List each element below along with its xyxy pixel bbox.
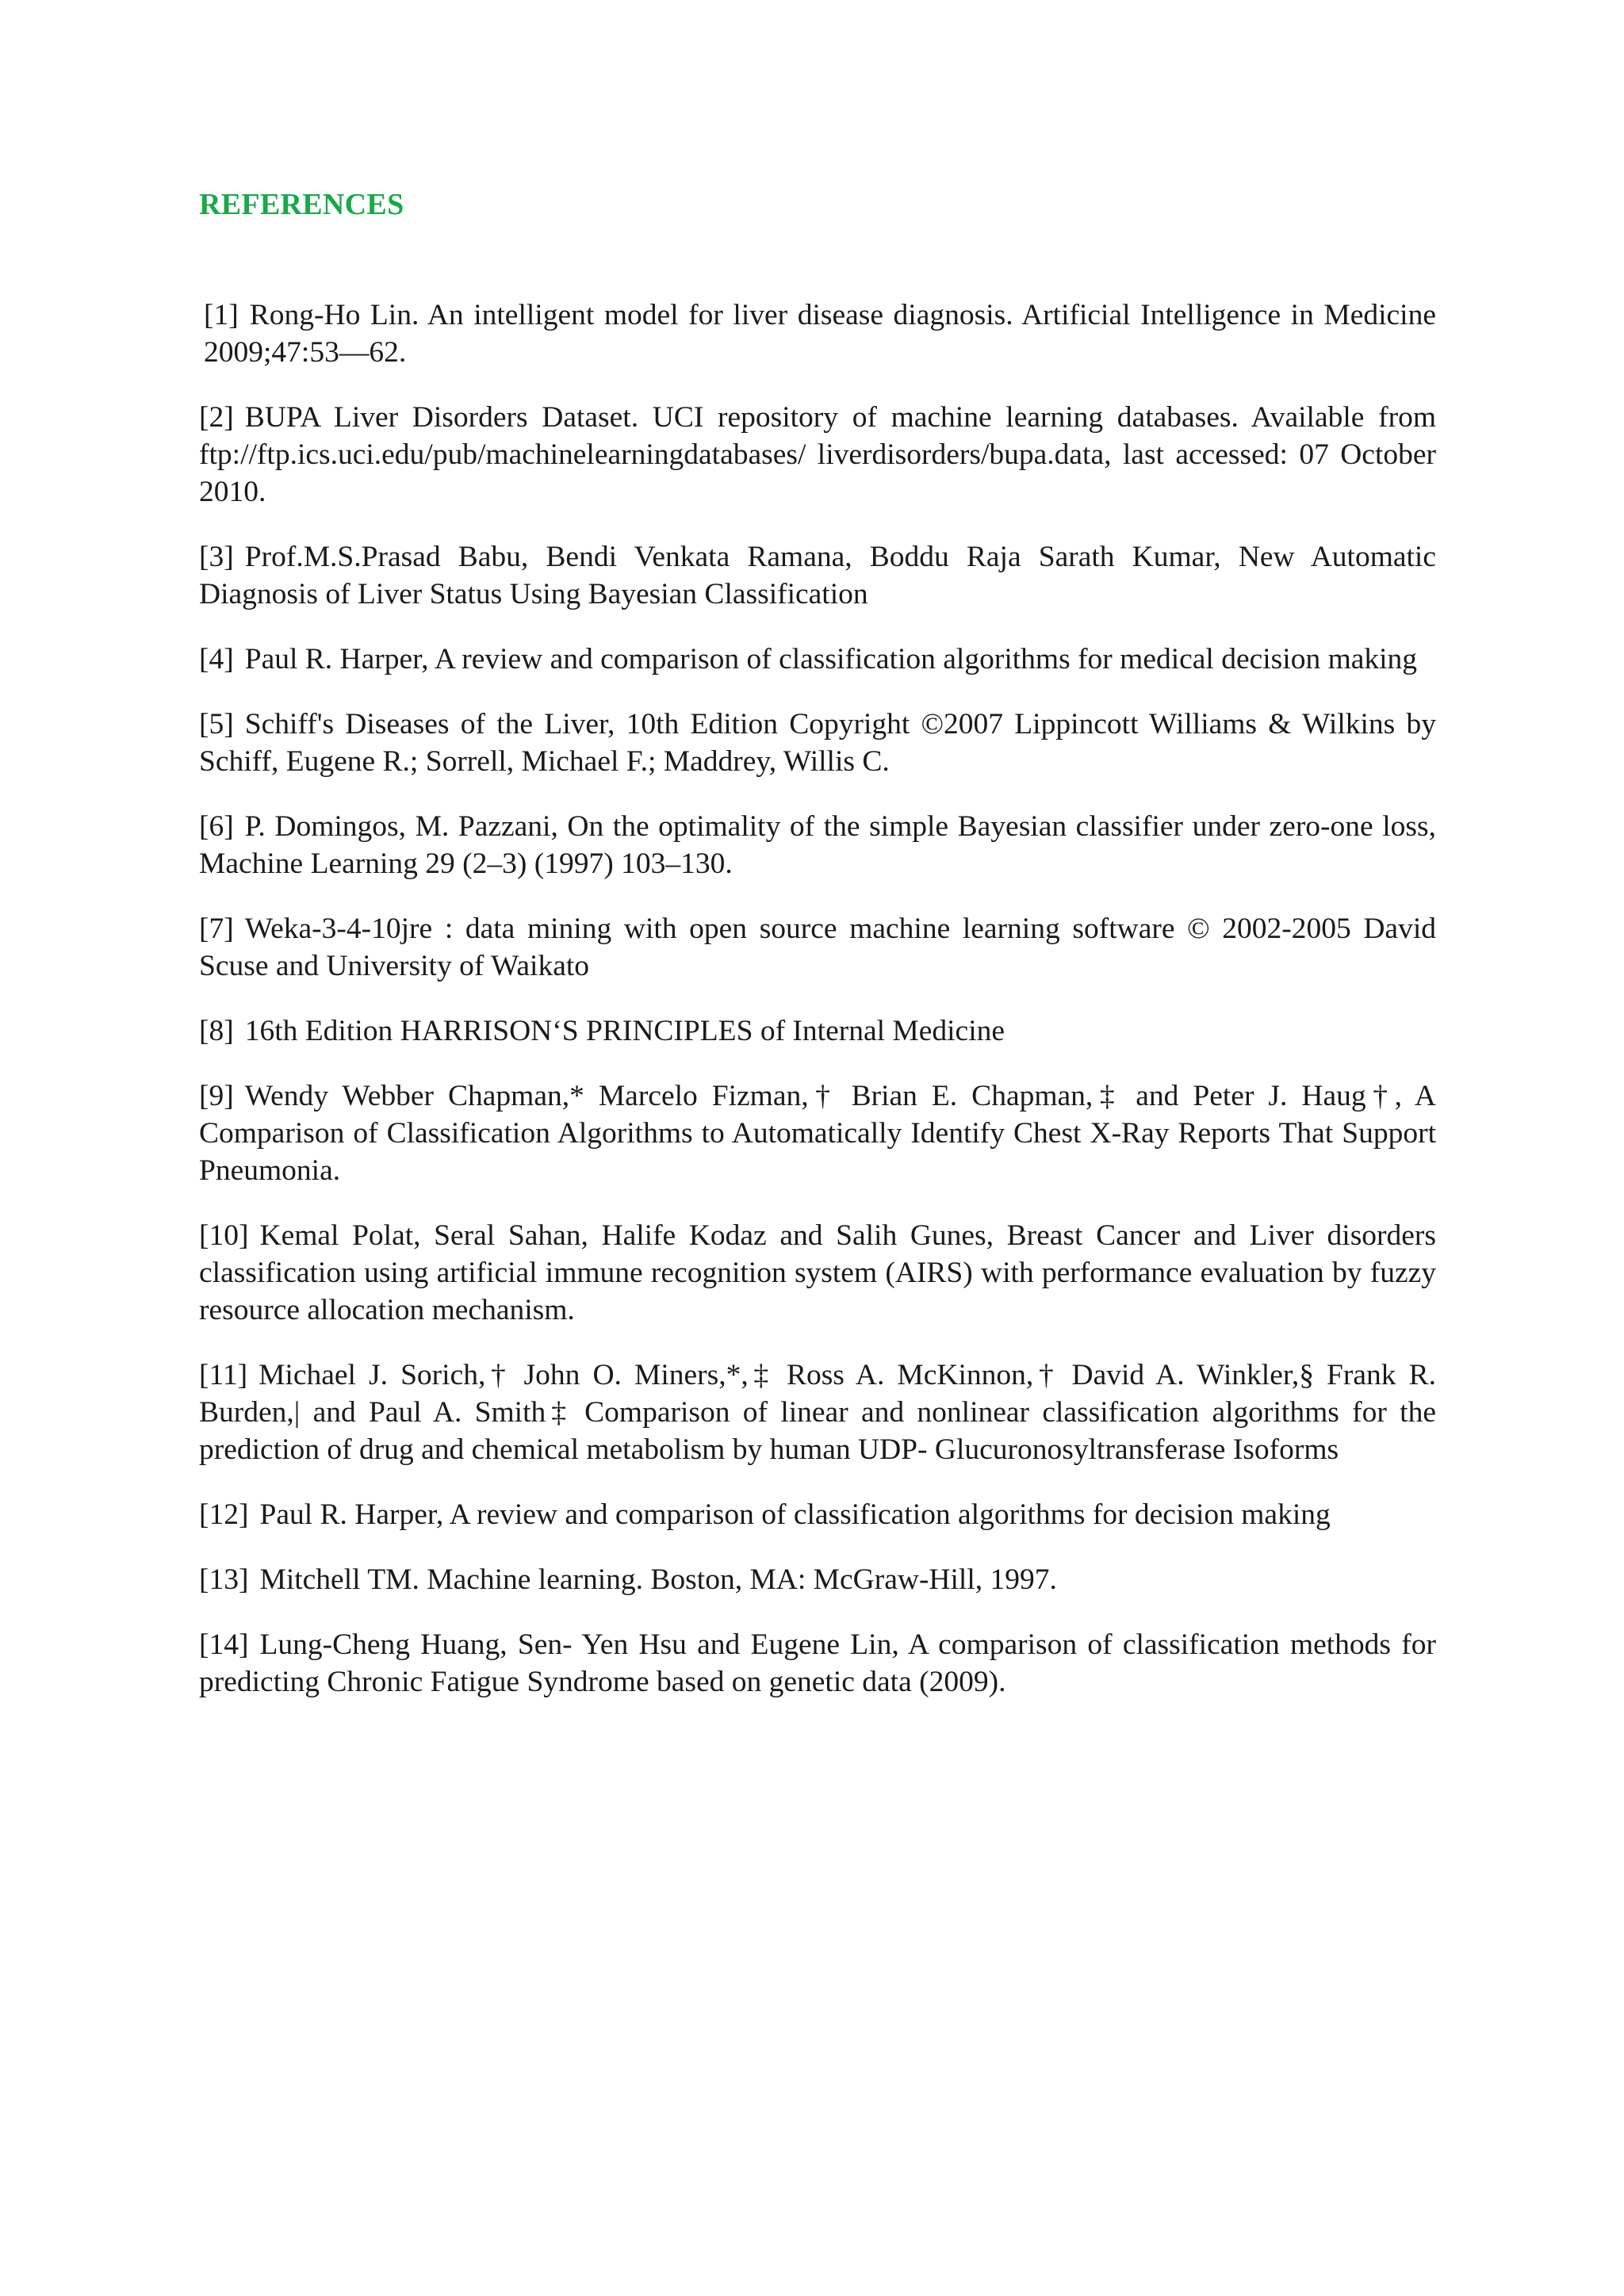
reference-item (199, 297, 1436, 371)
reference-number: [14] (199, 1628, 249, 1661)
reference-text: Paul R. Harper, A review and comparison of classification algorithms for medical decision making (244, 642, 1418, 675)
reference-item (199, 808, 1436, 882)
reference-number: [2] (199, 400, 234, 434)
reference-number: [7] (199, 912, 234, 945)
reference-item (199, 1012, 1436, 1050)
reference-number: [13] (199, 1563, 249, 1596)
reference-item (199, 706, 1436, 780)
reference-item (199, 1357, 1436, 1468)
reference-item (199, 538, 1436, 613)
reference-item (199, 1561, 1436, 1598)
reference-text: Prof.M.S.Prasad Babu, Bendi Venkata Ramana, Boddu Raja Sarath Kumar, New Automatic Diagnosis of Liver Status Using Bayesian Classification (199, 540, 1436, 610)
reference-number: [8] (199, 1014, 234, 1047)
reference-text: Paul R. Harper, A review and comparison of classification algorithms for decision making (259, 1498, 1331, 1531)
reference-item (199, 1626, 1436, 1701)
reference-text: BUPA Liver Disorders Dataset. UCI repository of machine learning databases. Available from ftp://ftp.ics.uci.edu/pub/machinelearningdatabases/ liverdisorders/bupa.data, last accessed: 07 October 2010. (199, 400, 1436, 508)
reference-item (199, 1077, 1436, 1189)
reference-list (199, 297, 1436, 1701)
reference-text: Kemal Polat, Seral Sahan, Halife Kodaz and Salih Gunes, Breast Cancer and Liver disorders classification using artificial immune recognition system (AIRS) with performance evaluation by fuzzy resource allocation mechanism. (199, 1219, 1436, 1326)
reference-text: P. Domingos, M. Pazzani, On the optimality of the simple Bayesian classifier under zero-one loss, Machine Learning 29 (2–3) (1997) 103–130. (199, 809, 1436, 880)
reference-text: Lung-Cheng Huang, Sen- Yen Hsu and Eugene Lin, A comparison of classification methods for predicting Chronic Fatigue Syndrome based on genetic data (2009). (199, 1628, 1436, 1698)
reference-number: [6] (199, 809, 234, 843)
reference-number: [9] (199, 1079, 234, 1112)
reference-number: [1] (204, 298, 239, 331)
reference-item (199, 910, 1436, 985)
section-heading: REFERENCES (199, 188, 404, 221)
reference-item (199, 1217, 1436, 1329)
reference-text: Wendy Webber Chapman,* Marcelo Fizman,† Brian E. Chapman,‡ and Peter J. Haug†, A Comparison of Classification Algorithms to Automatically Identify Chest X-Ray Reports That Support Pneumonia. (199, 1079, 1436, 1187)
reference-item (199, 399, 1436, 511)
reference-text: Michael J. Sorich,† John O. Miners,*,‡ Ross A. McKinnon,† David A. Winkler,§ Frank R. Burden,| and Paul A. Smith‡ Comparison of linear and nonlinear classification algorithms for the prediction of drug and chemical metabolism by human UDP- Glucuronosyltransferase Isoforms (199, 1358, 1436, 1466)
reference-number: [3] (199, 540, 234, 573)
reference-number: [11] (199, 1358, 248, 1391)
reference-text: Mitchell TM. Machine learning. Boston, MA: McGraw-Hill, 1997. (259, 1563, 1057, 1596)
reference-number: [10] (199, 1219, 249, 1252)
reference-number: [4] (199, 642, 234, 675)
document-page (199, 187, 1436, 1728)
reference-item (199, 1496, 1436, 1533)
reference-item (199, 641, 1436, 678)
reference-text: Rong-Ho Lin. An intelligent model for liver disease diagnosis. Artificial Intelligence in Medicine 2009;47:53—62. (204, 298, 1436, 369)
reference-text: Schiff's Diseases of the Liver, 10th Edition Copyright ©2007 Lippincott Williams & Wilkins by Schiff, Eugene R.; Sorrell, Michael F.; Maddrey, Willis C. (199, 707, 1436, 778)
reference-text: 16th Edition HARRISON‘S PRINCIPLES of Internal Medicine (244, 1014, 1005, 1047)
reference-number: [12] (199, 1498, 249, 1531)
reference-text: Weka-3-4-10jre : data mining with open source machine learning software © 2002-2005 David Scuse and University of Waikato (199, 912, 1436, 982)
reference-number: [5] (199, 707, 234, 740)
